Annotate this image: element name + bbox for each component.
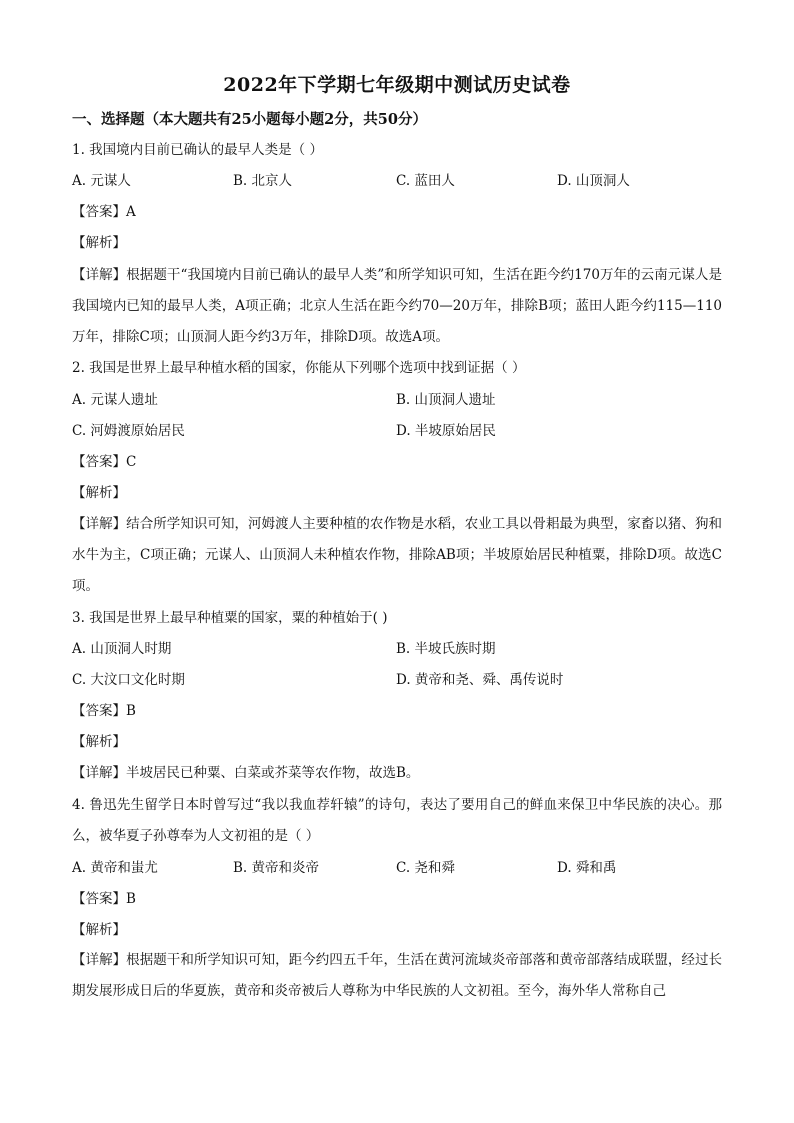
q2-option-c: C. 河姆渡原始居民 [72, 423, 185, 439]
q2-detail: 【详解】结合所学知识可知，河姆渡人主要种植的农作物是水稻，农业工具以骨耜最为典型，家畜以猪、狗和水牛为主，C项正确；元谋人、山顶洞人未种植农作物，排除AB项；半坡原始居民种植粟，排除D项。故选C项。 [72, 516, 722, 594]
q4-analysis-label: 【解析】 [72, 922, 126, 938]
q4-option-c: C. 尧和舜 [396, 860, 455, 876]
q2-answer: 【答案】C [72, 454, 137, 470]
q2-analysis-label: 【解析】 [72, 485, 126, 501]
q1-option-b: B. 北京人 [233, 173, 293, 189]
q1-answer: 【答案】A [72, 204, 136, 220]
q3-option-a: A. 山顶洞人时期 [72, 641, 172, 657]
q4-option-d: D. 舜和禹 [557, 860, 617, 876]
q3-option-b: B. 半坡氏族时期 [396, 641, 496, 657]
question-3-stem: 3. 我国是世界上最早种植粟的国家，粟的种植始于( ) [72, 610, 388, 626]
section-heading: 一、选择题（本大题共有25小题每小题2分，共50分） [72, 111, 427, 128]
question-2-stem: 2. 我国是世界上最早种植水稻的国家，你能从下列哪个选项中找到证据（ ） [72, 360, 526, 376]
q3-answer: 【答案】B [72, 703, 136, 719]
q1-option-a: A. 元谋人 [72, 173, 131, 189]
q1-analysis-label: 【解析】 [72, 235, 126, 251]
question-1-stem: 1. 我国境内目前已确认的最早人类是（ ） [72, 142, 323, 158]
q4-detail: 【详解】根据题干和所学知识可知，距今约四五千年，生活在黄河流域炎帝部落和黄帝部落结成联盟，经过长期发展形成日后的华夏族，黄帝和炎帝被后人尊称为中华民族的人文初祖。至今，海外华人常称自己 [72, 952, 722, 999]
q2-option-d: D. 半坡原始居民 [396, 423, 496, 439]
q1-option-d: D. 山顶洞人 [557, 173, 630, 189]
page-title: 2022年下学期七年级期中测试历史试卷 [223, 74, 571, 96]
question-4-stem: 4. 鲁迅先生留学日本时曾写过“我以我血荐轩辕”的诗句，表达了要用自己的鲜血来保卫中华民族的决心。那么，被华夏子孙尊奉为人文初祖的是（ ） [72, 797, 722, 844]
q4-option-b: B. 黄帝和炎帝 [233, 860, 320, 876]
q1-option-c: C. 蓝田人 [396, 173, 455, 189]
q2-option-a: A. 元谋人遗址 [72, 392, 158, 408]
q3-option-d: D. 黄帝和尧、舜、禹传说时 [396, 672, 564, 688]
q4-answer: 【答案】B [72, 891, 136, 907]
q1-detail: 【详解】根据题干“我国境内目前已确认的最早人类”和所学知识可知，生活在距今约170万年的云南元谋人是我国境内已知的最早人类，A项正确；北京人生活在距今约70—20万年，排除B项；蓝田人距今约115—110万年，排除C项；山顶洞人距今约3万年，排除D项。故选A项。 [72, 267, 722, 345]
q3-detail: 【详解】半坡居民已种粟、白菜或芥菜等农作物，故选B。 [72, 765, 420, 781]
q3-analysis-label: 【解析】 [72, 734, 126, 750]
q2-option-b: B. 山顶洞人遗址 [396, 392, 496, 408]
q3-option-c: C. 大汶口文化时期 [72, 672, 185, 688]
q4-option-a: A. 黄帝和蚩尤 [72, 860, 158, 876]
